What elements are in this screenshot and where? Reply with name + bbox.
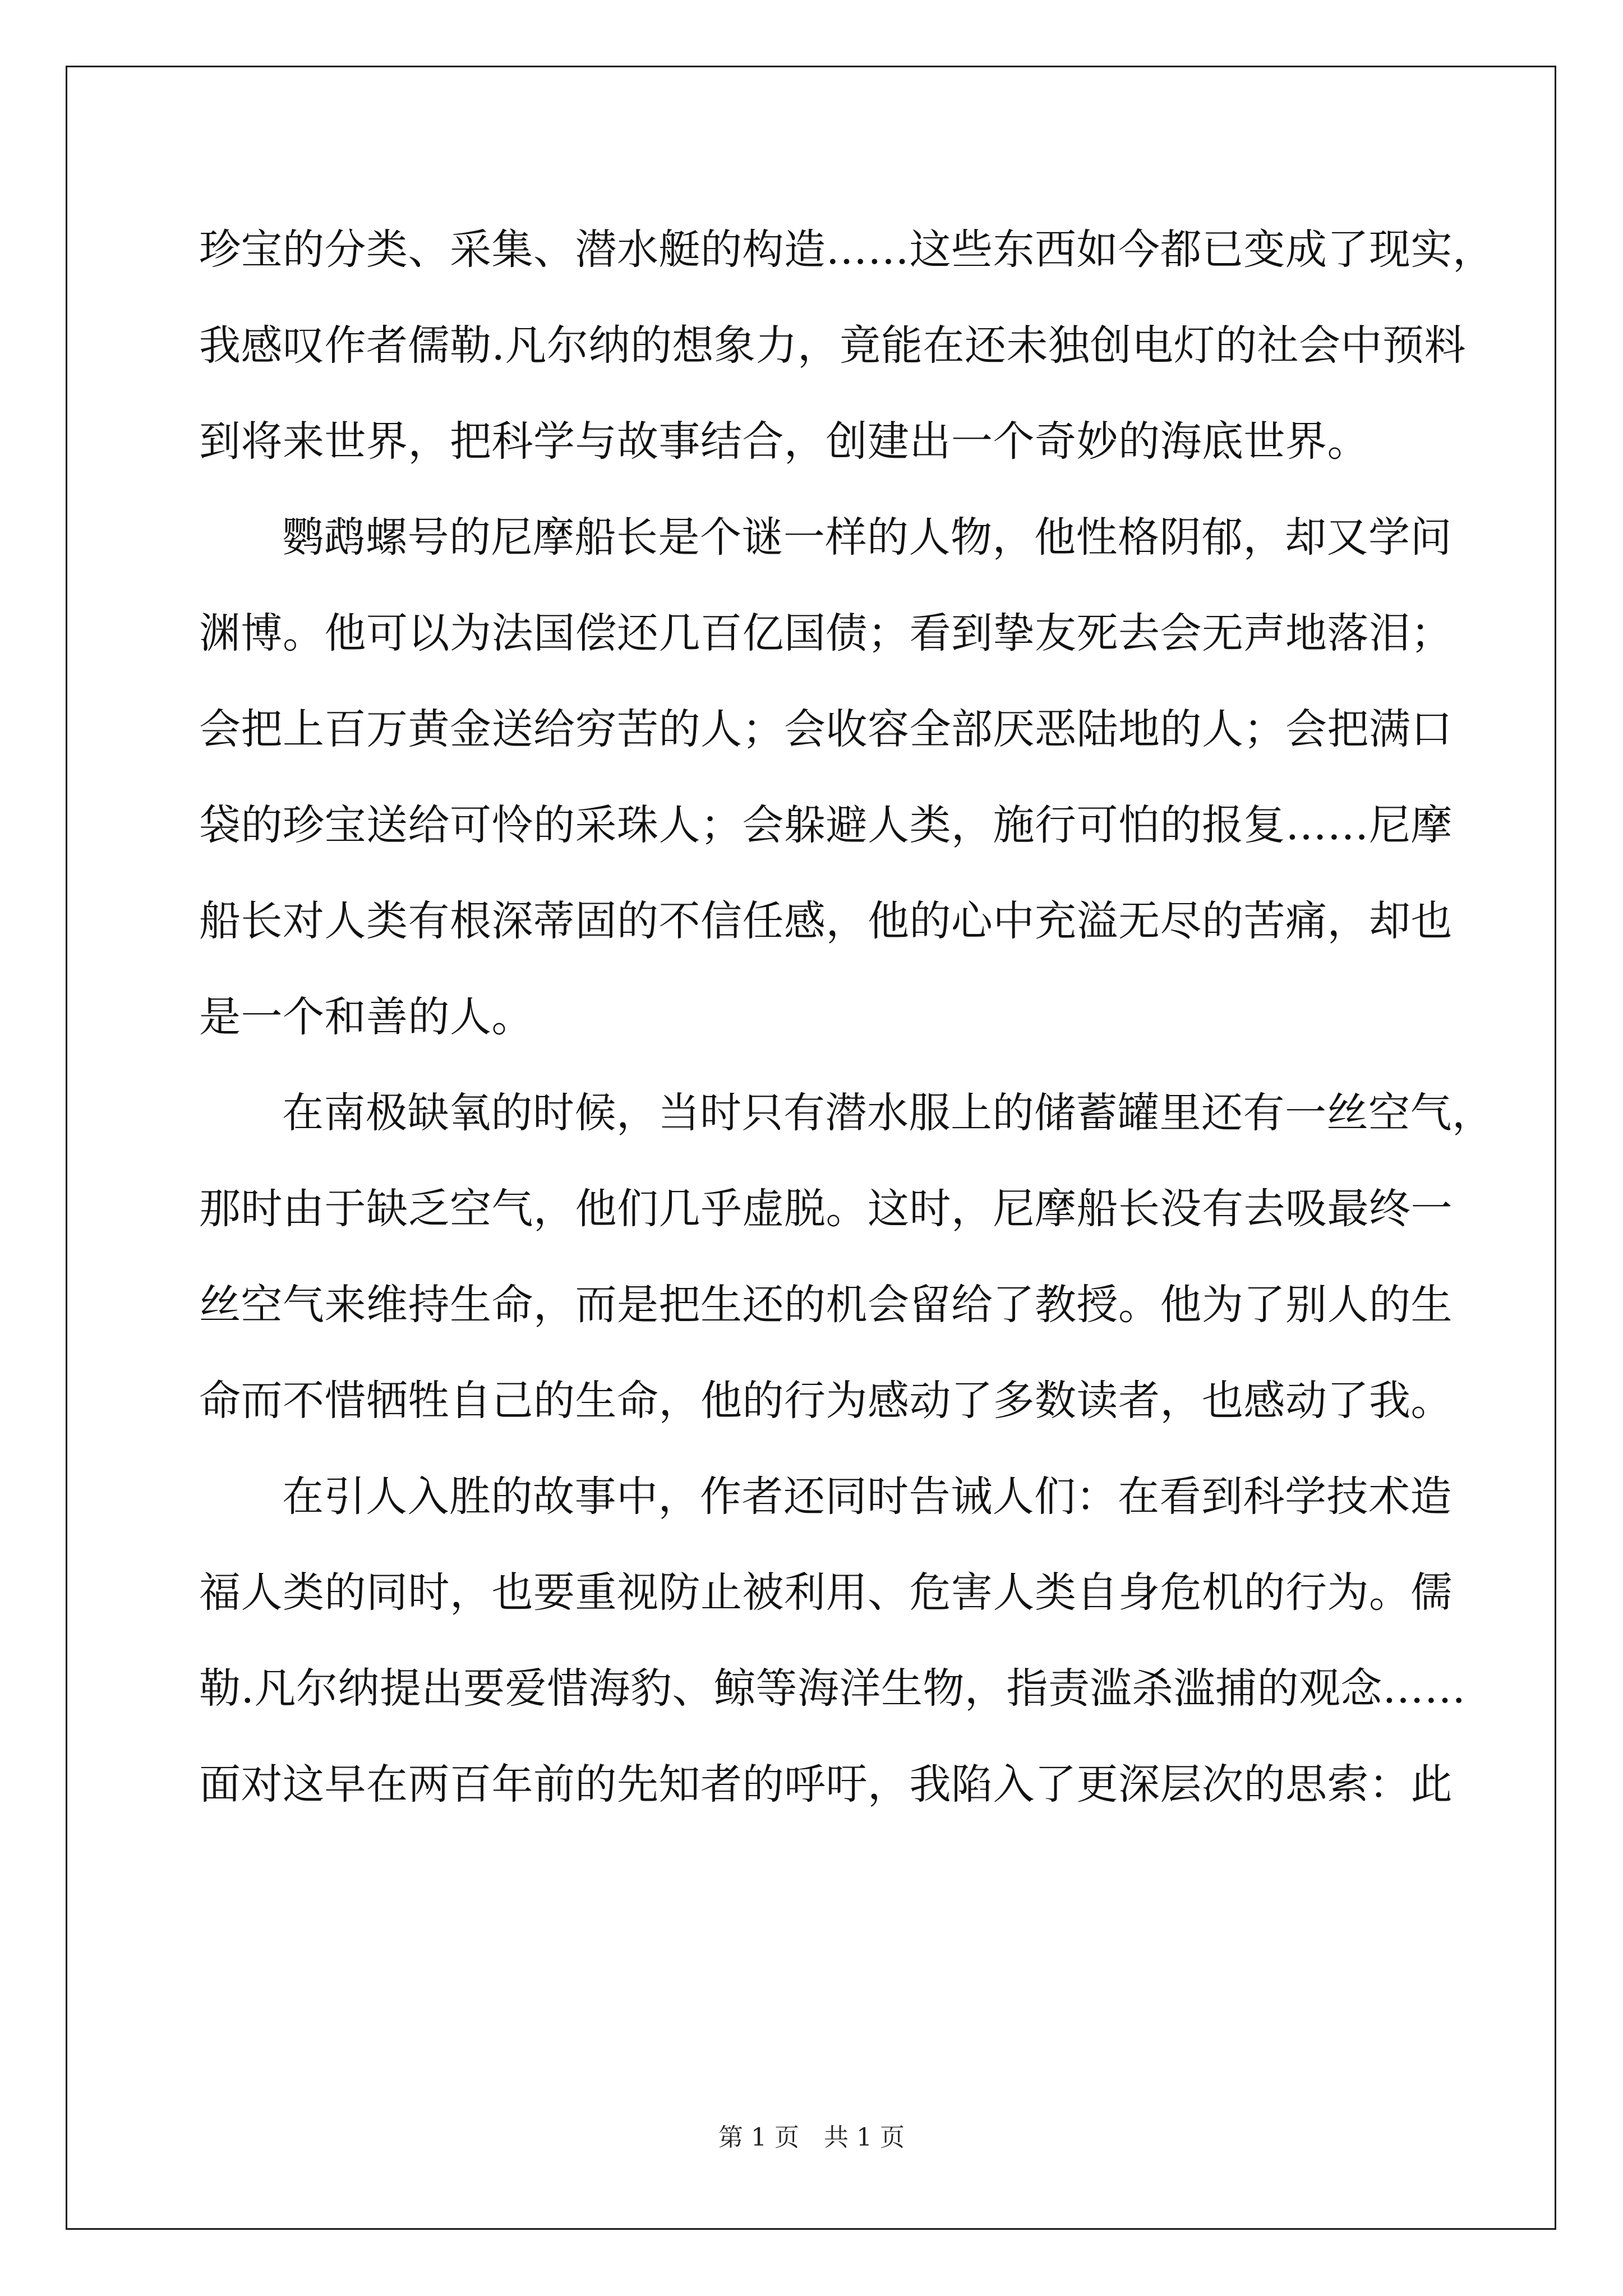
- paragraph-first-line: 鹦鹉螺号的尼摩船长是个谜一样的人物，他性格阴郁，却又学问: [282, 513, 1452, 562]
- text-line: 袋的珍宝送给可怜的采珠人；会躲避人类，施行可怕的报复……尼摩: [199, 801, 1453, 849]
- text-line: 福人类的同时，也要重视防止被利用、危害人类自身危机的行为。儒: [199, 1568, 1453, 1617]
- text-line: 到将来世界，把科学与故事结合，创建出一个奇妙的海底世界。: [199, 417, 1369, 466]
- text-line: 命而不惜牺牲自己的生命，他的行为感动了多数读者，也感动了我。: [199, 1377, 1453, 1425]
- text-line: 渊博。他可以为法国偿还几百亿国债；看到挚友死去会无声地落泪；: [199, 609, 1453, 657]
- text-line: 勒.凡尔纳提出要爱惜海豹、鲸等海洋生物，指责滥杀滥捕的观念……: [199, 1664, 1467, 1713]
- text-line: 会把上百万黄金送给穷苦的人；会收容全部厌恶陆地的人；会把满口: [199, 705, 1453, 753]
- text-line: 我感叹作者儒勒.凡尔纳的想象力，竟能在还未独创电灯的社会中预料: [199, 321, 1467, 370]
- text-line: 船长对人类有根深蒂固的不信任感，他的心中充溢无尽的苦痛，却也: [199, 897, 1453, 945]
- text-line: 丝空气来维持生命，而是把生还的机会留给了教授。他为了别人的生: [199, 1281, 1453, 1329]
- document-body: [199, 202, 1495, 1833]
- paragraph-first-line: 在引人入胜的故事中，作者还同时告诫人们：在看到科学技术造: [282, 1473, 1452, 1521]
- page-number-footer: 第 1 页 共 1 页: [718, 2123, 905, 2152]
- text-line: 那时由于缺乏空气，他们几乎虚脱。这时，尼摩船长没有去吸最终一: [199, 1185, 1453, 1233]
- text-line: 面对这早在两百年前的先知者的呼吁，我陷入了更深层次的思索：此: [199, 1760, 1453, 1809]
- text-line: 珍宝的分类、采集、潜水艇的构造……这些东西如今都已变成了现实，: [199, 226, 1495, 274]
- paragraph-first-line: 在南极缺氧的时候，当时只有潜水服上的储蓄罐里还有一丝空气，: [282, 1089, 1494, 1137]
- text-line: 是一个和善的人。: [199, 993, 533, 1041]
